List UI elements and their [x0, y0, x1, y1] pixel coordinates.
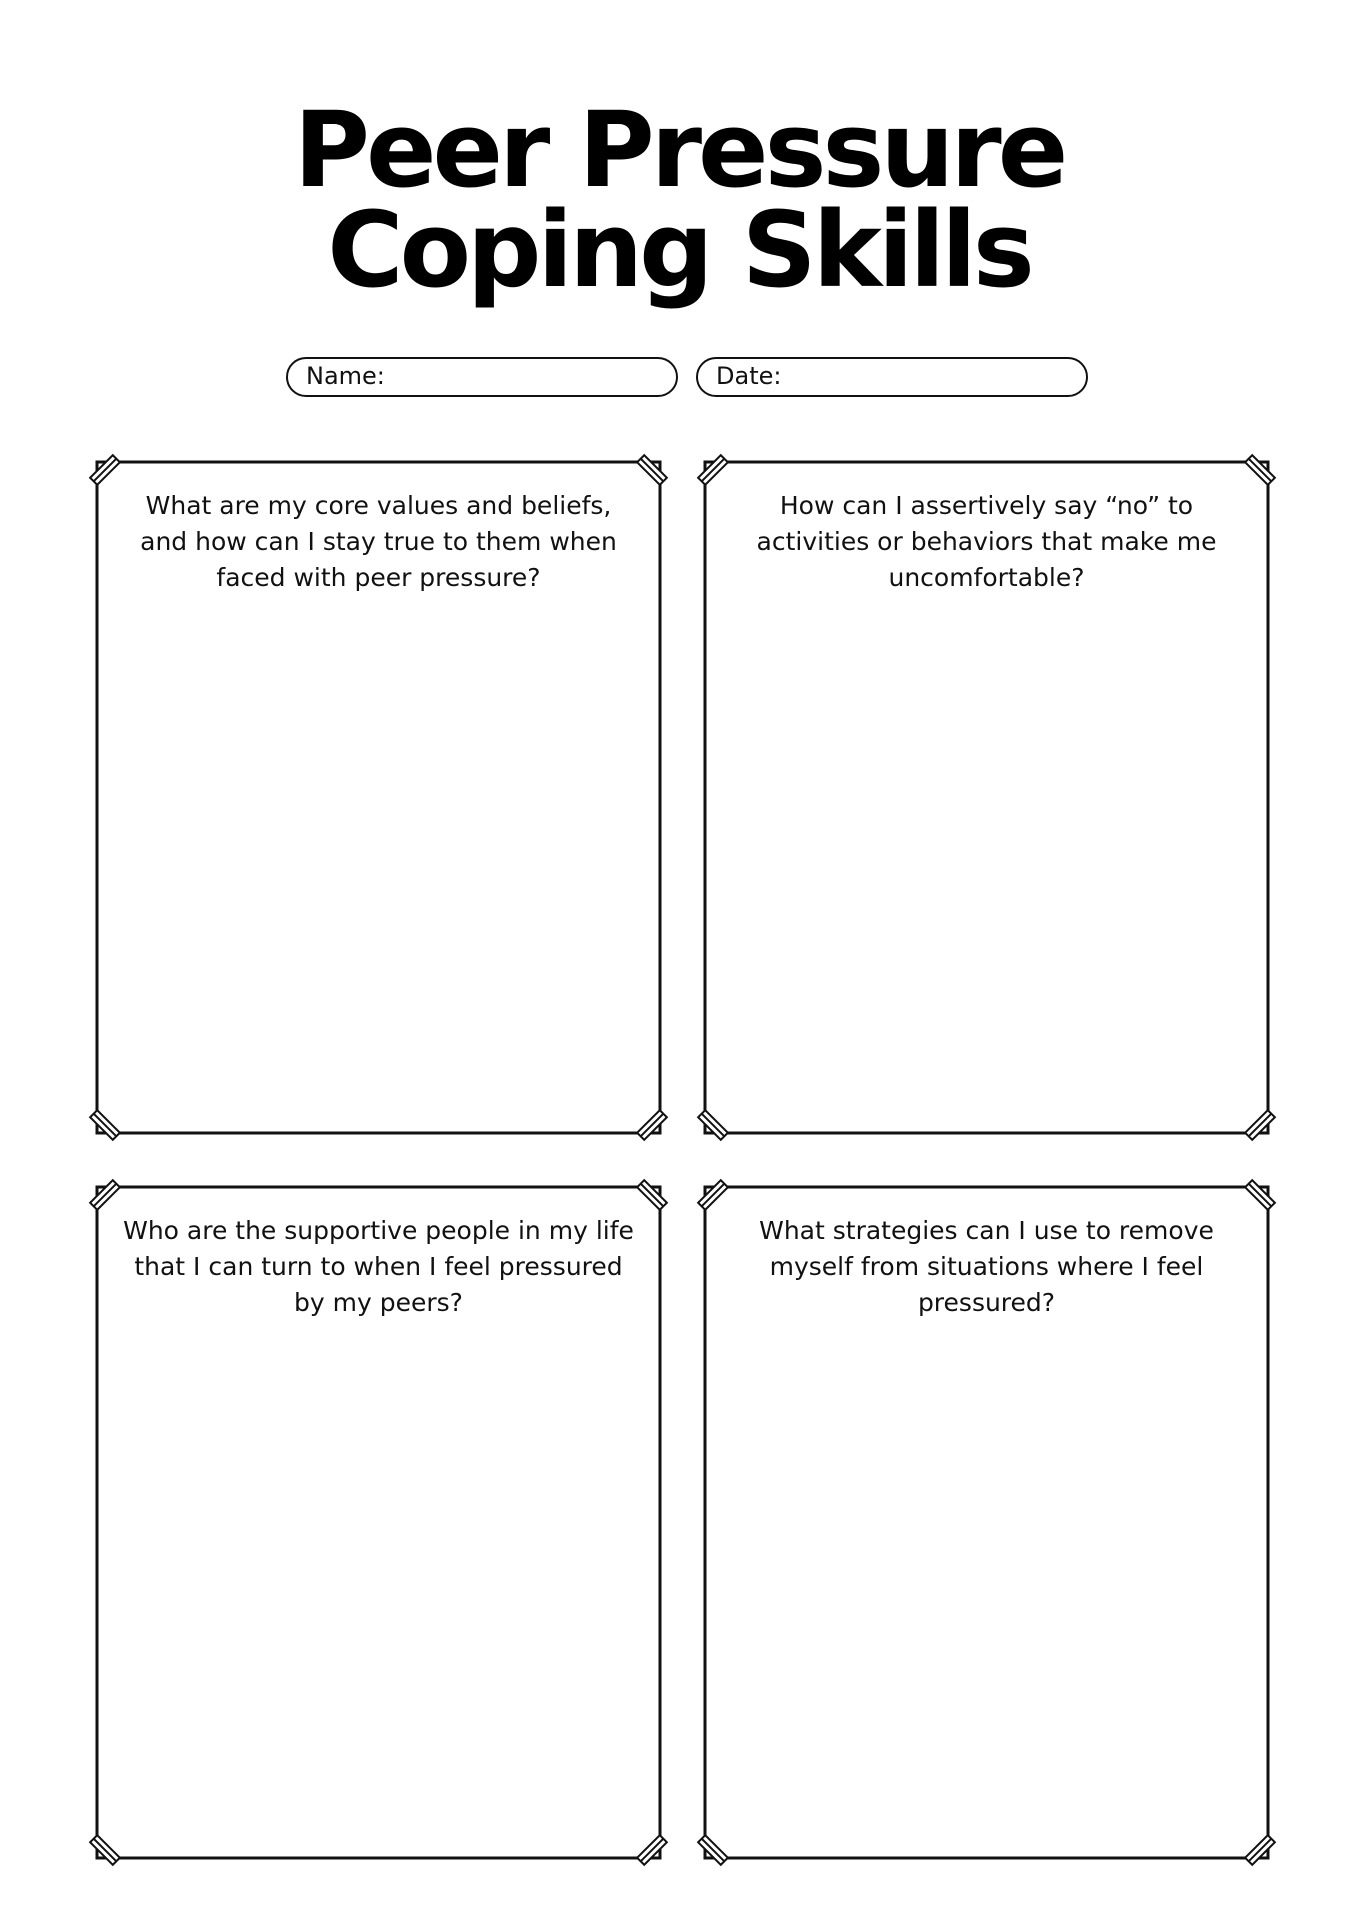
- question-card-4[interactable]: [703, 1185, 1270, 1860]
- question-prompt: What are my core values and beliefs, and how can I stay true to them when faced with peer pressure?: [140, 491, 617, 592]
- name-field[interactable]: [286, 357, 678, 397]
- title-line-2: Coping Skills: [327, 189, 1031, 311]
- question-card-3[interactable]: [95, 1185, 662, 1860]
- title-line-1: Peer Pressure: [293, 89, 1065, 211]
- question-prompt: How can I assertively say “no” to activities or behaviors that make me uncomfortable?: [756, 491, 1217, 592]
- name-label: Name:: [306, 362, 385, 390]
- question-prompt: Who are the supportive people in my life that I can turn to when I feel pressured by my peers?: [123, 1216, 634, 1317]
- worksheet-title: [0, 89, 1358, 311]
- question-card-2[interactable]: [703, 460, 1270, 1135]
- date-field[interactable]: [696, 357, 1088, 397]
- question-card-1[interactable]: [95, 460, 662, 1135]
- date-label: Date:: [716, 362, 782, 390]
- question-prompt: What strategies can I use to remove myself from situations where I feel pressured?: [759, 1216, 1214, 1317]
